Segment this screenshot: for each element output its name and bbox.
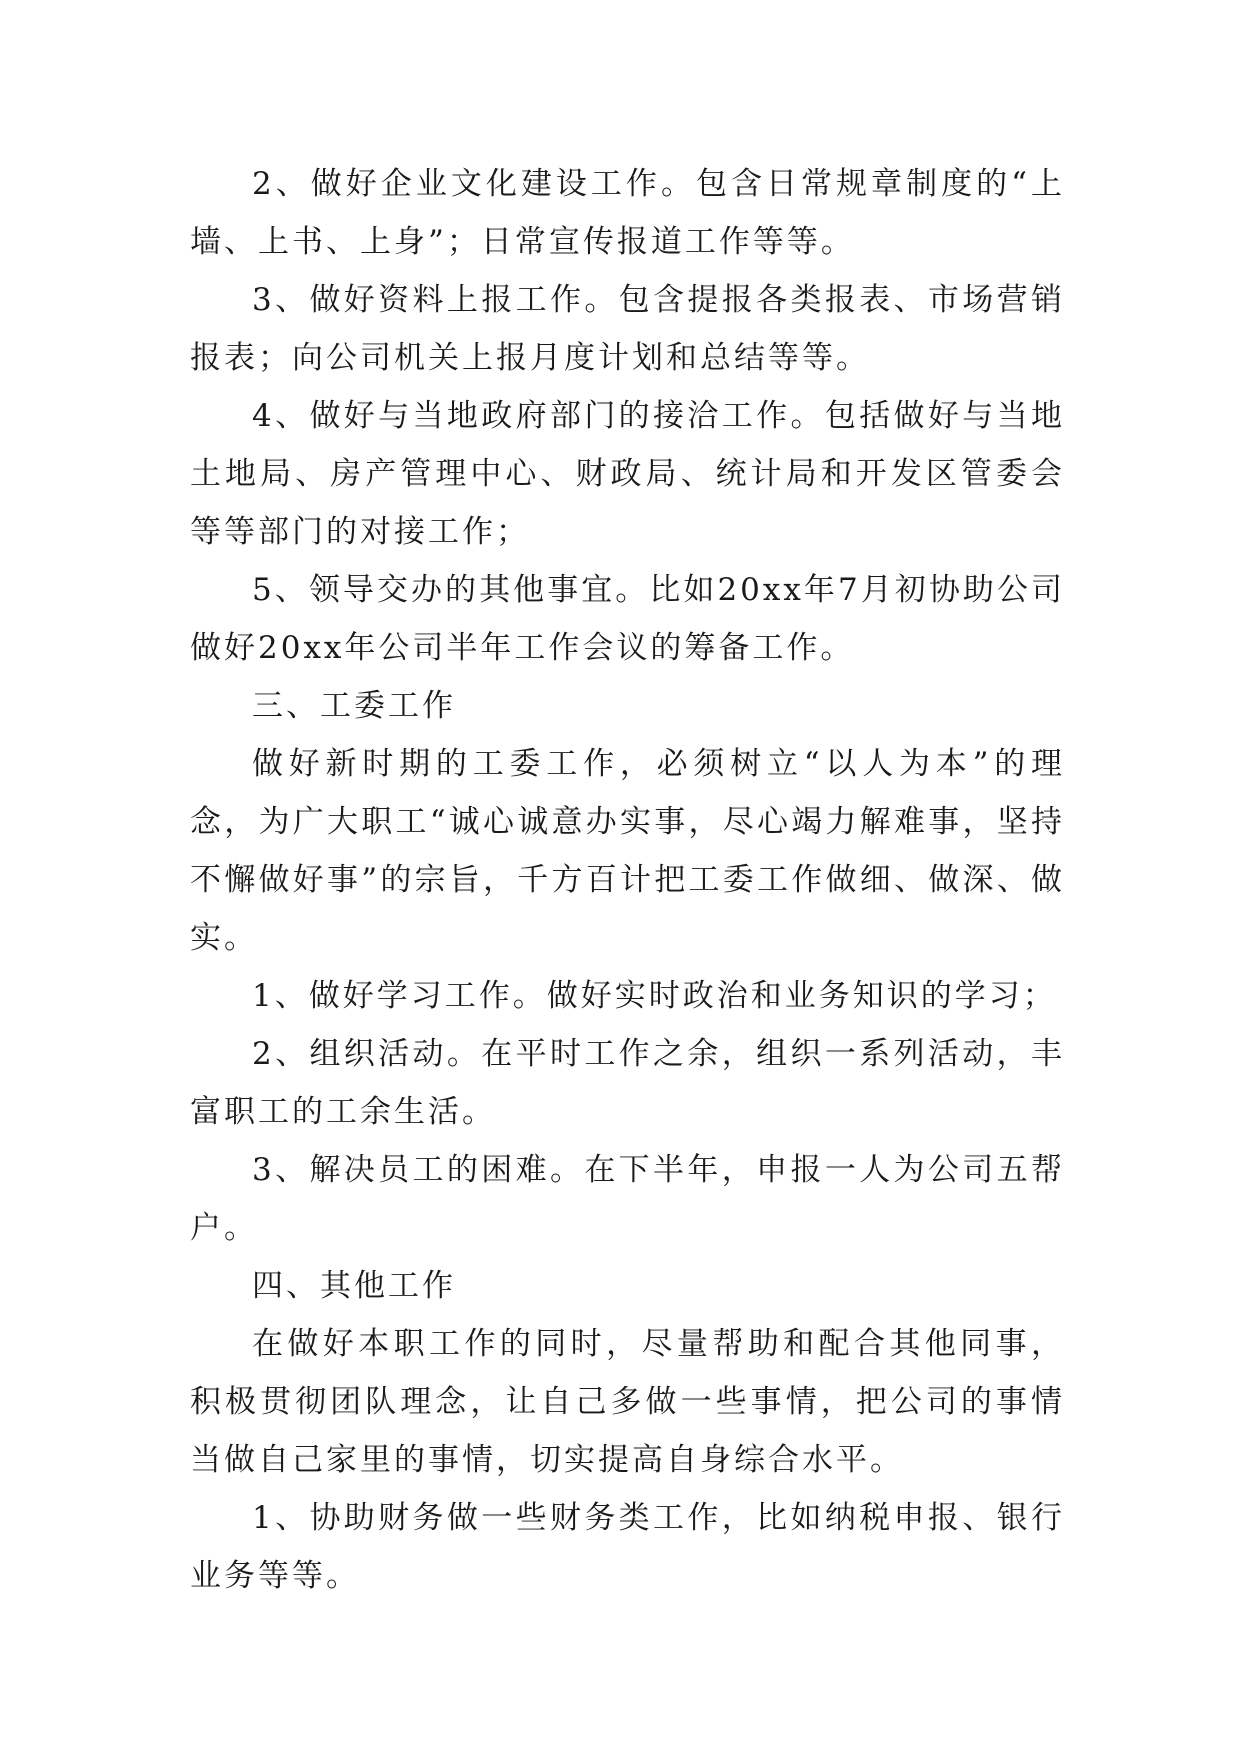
paragraph-other-assignments: 5、领导交办的其他事宜。比如20xx年7月初协助公司做好20xx年公司半年工作会议的筹备工作。 [190, 572, 1065, 666]
paragraph-culture-building: 2、做好企业文化建设工作。包含日常规章制度的“上墙、上书、上身”；日常宣传报道工作等等。 [190, 166, 1065, 260]
section-heading-union-work: 三、工委工作 [252, 688, 456, 724]
paragraph-other-work-intro: 在做好本职工作的同时，尽量帮助和配合其他同事，积极贯彻团队理念，让自己多做一些事情，把公司的事情当做自己家里的事情，切实提高自身综合水平。 [190, 1326, 1065, 1478]
section-heading-other-work: 四、其他工作 [252, 1268, 456, 1304]
document-body [190, 155, 1065, 1605]
paragraph-study-work: 1、做好学习工作。做好实时政治和业务知识的学习； [252, 978, 1057, 1014]
paragraph-organize-activities: 2、组织活动。在平时工作之余，组织一系列活动，丰富职工的工余生活。 [190, 1036, 1065, 1130]
paragraph-report-submission: 3、做好资料上报工作。包含提报各类报表、市场营销报表；向公司机关上报月度计划和总结等等。 [190, 282, 1065, 376]
paragraph-government-liaison: 4、做好与当地政府部门的接洽工作。包括做好与当地土地局、房产管理中心、财政局、统计局和开发区管委会等等部门的对接工作； [190, 398, 1065, 550]
paragraph-union-intro: 做好新时期的工委工作，必须树立“以人为本”的理念，为广大职工“诚心诚意办实事，尽心竭力解难事，坚持不懈做好事”的宗旨，千方百计把工委工作做细、做深、做实。 [190, 746, 1065, 956]
paragraph-solve-difficulties: 3、解决员工的困难。在下半年，申报一人为公司五帮户。 [190, 1152, 1065, 1246]
paragraph-assist-finance: 1、协助财务做一些财务类工作，比如纳税申报、银行业务等等。 [190, 1500, 1065, 1594]
